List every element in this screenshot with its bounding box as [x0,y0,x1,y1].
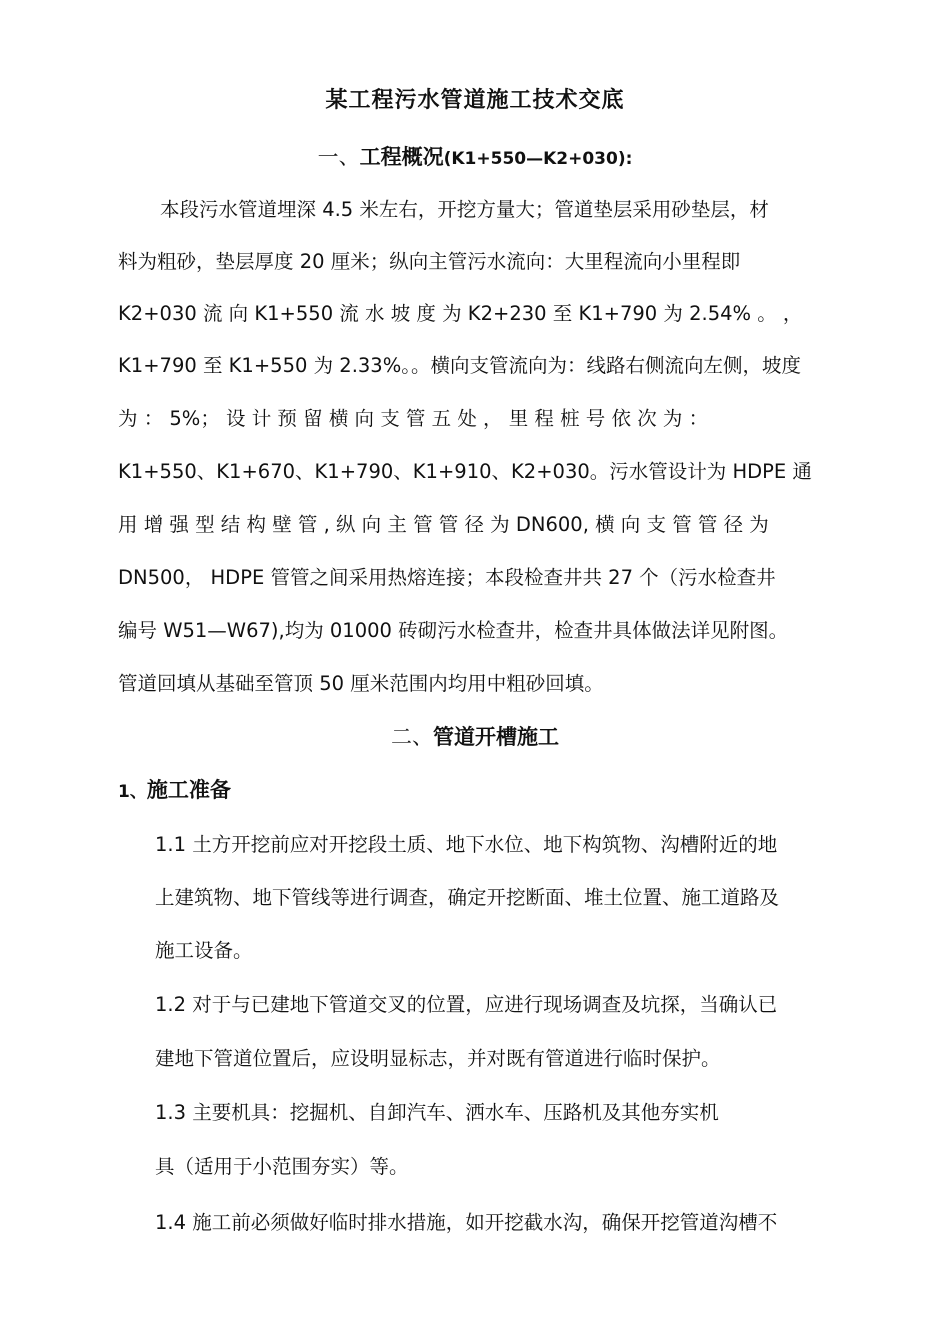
section-2-title: 管道开槽施工 [433,725,559,749]
item-line: 1.2 对于与已建地下管道交叉的位置，应进行现场调查及坑探，当确认已 [155,993,778,1016]
paragraph-line: K1+790 至 K1+550 为 2.33%。。横向支管流向为：线路右侧流向左侧，坡度 [118,354,801,377]
item-line: 1.4 施工前必须做好临时排水措施，如开挖截水沟，确保开挖管道沟槽不 [155,1211,778,1234]
subsection-1-title: 施工准备 [146,778,231,802]
paragraph-line: 用 增 强 型 结 构 壁 管 , 纵 向 主 管 管 径 为 DN600, 横 向 支 管 管 径 为 [118,513,769,536]
paragraph-line: 管道回填从基础至管顶 50 厘米范围内均用中粗砂回填。 [118,672,604,695]
paragraph-line: 为 ： 5%； 设 计 预 留 横 向 支 管 五 处 ， 里 程 桩 号 依 次 为 ： [118,407,709,430]
paragraph-line: K2+030 流 向 K1+550 流 水 坡 度 为 K2+230 至 K1+790 为 2.54% 。 ， [118,302,803,325]
section-1-title: 工程概况 [359,145,444,169]
section-2-number: 二、 [391,725,433,749]
paragraph-line: 编号 W51—W67),均为 01000 砖砌污水检查井，检查井具体做法详见附图。 [118,619,789,642]
paragraph-line: DN500， HDPE 管管之间采用热熔连接；本段检查井共 27 个（污水检查井 [118,566,776,589]
item-line: 上建筑物、地下管线等进行调查，确定开挖断面、堆土位置、施工道路及 [155,886,780,909]
section-1-heading [0,142,950,174]
item-line: 具（适用于小范围夯实）等。 [155,1155,409,1178]
paragraph-line: 本段污水管道埋深 4.5 米左右，开挖方量大；管道垫层采用砂垫层，材 [160,198,769,221]
item-line: 1.3 主要机具：挖掘机、自卸汽车、洒水车、压路机及其他夯实机 [155,1101,719,1124]
item-line: 1.1 土方开挖前应对开挖段土质、地下水位、地下构筑物、沟槽附近的地 [155,833,778,856]
item-line: 建地下管道位置后，应设明显标志，并对既有管道进行临时保护。 [155,1047,721,1070]
subsection-1-number: 1、 [118,782,147,802]
paragraph-line: K1+550、K1+670、K1+790、K1+910、K2+030。污水管设计为 HDPE 通 [118,460,812,483]
section-1-number: 一、 [317,145,360,169]
item-line: 施工设备。 [155,939,253,962]
paragraph-line: 料为粗砂，垫层厚度 20 厘米；纵向主管污水流向：大里程流向小里程即 [118,250,741,273]
document-title: 某工程污水管道施工技术交底 [325,88,625,113]
section-2-heading [0,722,950,752]
section-1-range: (K1+550—K2+030): [443,149,633,169]
subsection-1-heading [118,775,231,807]
